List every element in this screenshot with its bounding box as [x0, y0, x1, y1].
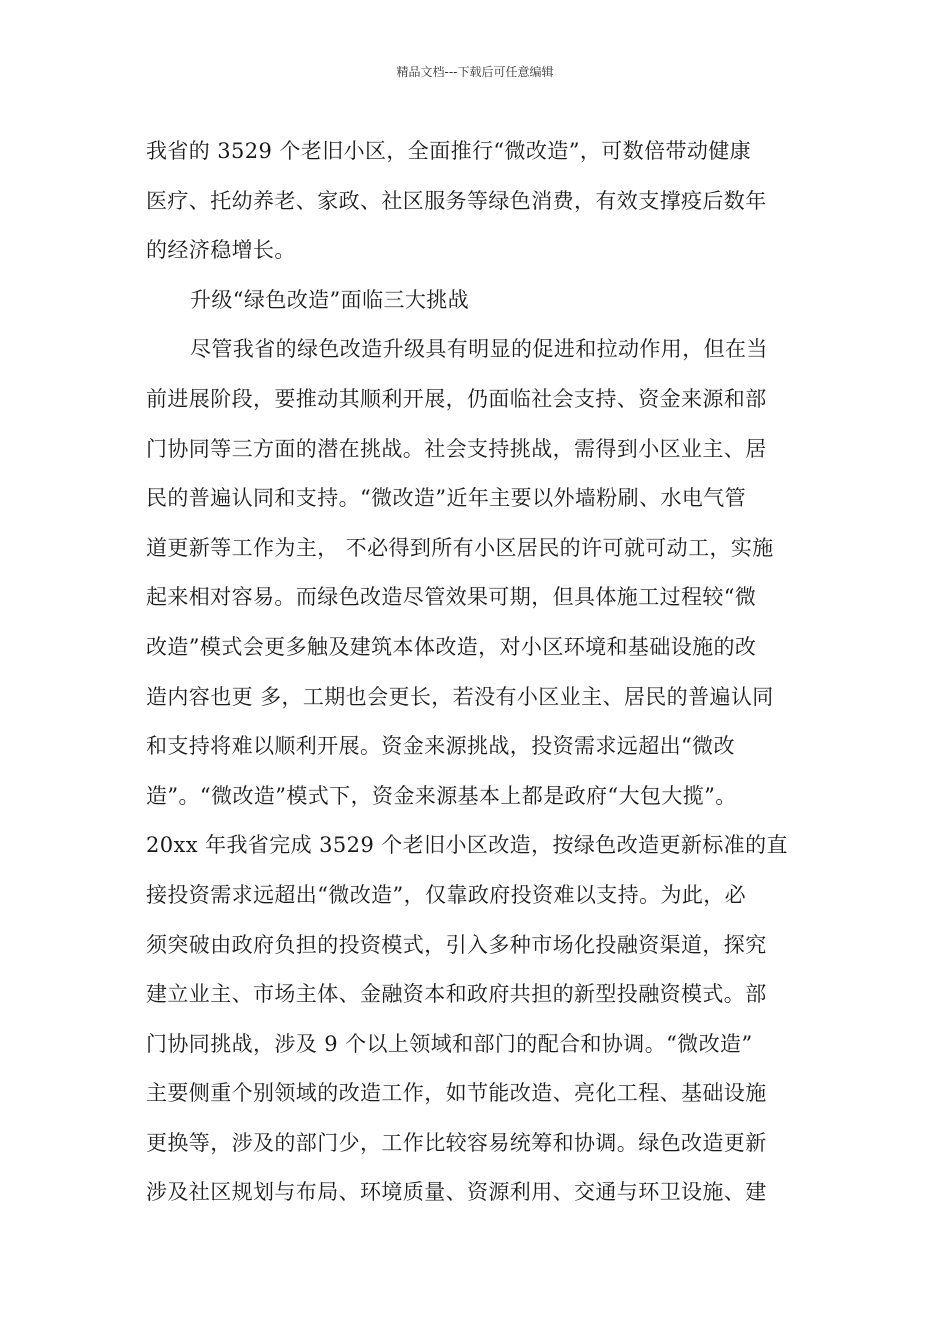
- body-line: 前进展阶段，要推动其顺利开展，仍面临社会支持、资金来源和部: [146, 386, 767, 411]
- body-line: 20xx 年我省完成 3529 个老旧小区改造，按绿色改造更新标准的直: [146, 833, 788, 858]
- body-line: 接投资需求远超出“微改造”，仅靠政府投资难以支持。为此，必: [146, 882, 747, 907]
- body-line: 的经济稳增长。: [146, 238, 296, 263]
- body-line: 民的普遍认同和支持。“微改造”近年主要以外墙粉刷、水电气管: [146, 486, 747, 511]
- body-line: 造内容也更 多，工期也会更长，若没有小区业主、居民的普遍认同: [146, 684, 774, 709]
- body-line: 改造”模式会更多触及建筑本体改造，对小区环境和基础设施的改: [146, 634, 757, 659]
- document-body: [146, 131, 828, 1222]
- body-line: 门协同挑战，涉及 9 个以上领域和部门的配合和协调。“微改造”: [146, 1031, 753, 1056]
- body-line: 医疗、托幼养老、家政、社区服务等绿色消费，有效支撑疫后数年: [146, 188, 767, 213]
- body-line: 更换等，涉及的部门少，工作比较容易统筹和协调。绿色改造更新: [146, 1130, 767, 1155]
- body-line: 我省的 3529 个老旧小区，全面推行“微改造”，可数倍带动健康: [146, 139, 752, 163]
- body-line: 须突破由政府负担的投资模式，引入多种市场化投融资渠道，探究: [146, 932, 767, 957]
- body-line: 建立业主、市场主体、金融资本和政府共担的新型投融资模式。部: [146, 982, 767, 1007]
- section-heading: 升级“绿色改造”面临三大挑战: [190, 287, 470, 312]
- body-line: 道更新等工作为主， 不必得到所有小区居民的许可就可动工，实施: [146, 535, 774, 560]
- body-line: 门协同等三方面的潜在挑战。社会支持挑战，需得到小区业主、居: [146, 436, 767, 461]
- body-line: 尽管我省的绿色改造升级具有明显的促进和拉动作用，但在当: [190, 337, 768, 362]
- body-line: 主要侧重个别领域的改造工作，如节能改造、亮化工程、基础设施: [146, 1081, 767, 1106]
- body-line: 和支持将难以顺利开展。资金来源挑战，投资需求远超出“微改: [146, 734, 735, 759]
- body-line: 造”。“微改造”模式下，资金来源基本上都是政府“大包大揽”。: [146, 783, 737, 808]
- page-header: 精品文档---下载后可任意编辑: [396, 65, 554, 79]
- body-line: 起来相对容易。而绿色改造尽管效果可期，但具体施工过程较“微: [146, 585, 757, 610]
- body-line: 涉及社区规划与布局、环境质量、资源利用、交通与环卫设施、建: [146, 1180, 767, 1205]
